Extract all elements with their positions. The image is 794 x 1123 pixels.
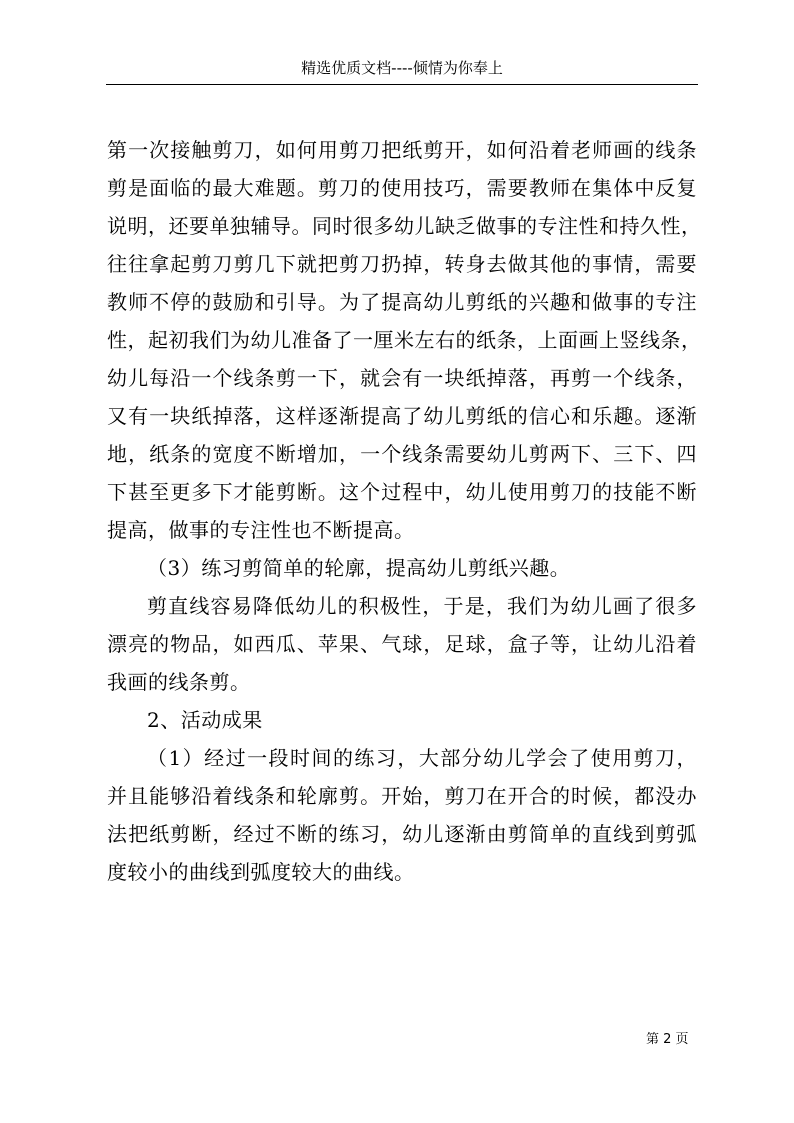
text-line: 第一次接触剪刀，如何用剪刀把纸剪开，如何沿着老师画的线条 bbox=[107, 138, 697, 162]
text-line: 法把纸剪断，经过不断的练习，幼儿逐渐由剪简单的直线到剪弧 bbox=[107, 822, 697, 846]
text-line: 剪是面临的最大难题。剪刀的使用技巧，需要教师在集体中反复 bbox=[107, 176, 697, 200]
text-line: 漂亮的物品，如西瓜、苹果、气球，足球，盒子等，让幼儿沿着 bbox=[107, 632, 697, 656]
body-text bbox=[107, 131, 702, 891]
page-number: 第 2 页 bbox=[646, 1032, 689, 1047]
text-line: 我画的线条剪。 bbox=[107, 670, 251, 694]
text-line: 下甚至更多下才能剪断。这个过程中，幼儿使用剪刀的技能不断 bbox=[107, 480, 697, 504]
text-line: 度较小的曲线到弧度较大的曲线。 bbox=[107, 860, 415, 884]
header-divider bbox=[106, 84, 698, 85]
text-line: 说明，还要单独辅导。同时很多幼儿缺乏做事的专注性和持久性， bbox=[107, 214, 702, 238]
text-line: 又有一块纸掉落，这样逐渐提高了幼儿剪纸的信心和乐趣。逐渐 bbox=[107, 404, 697, 428]
text-line: 往往拿起剪刀剪几下就把剪刀扔掉，转身去做其他的事情，需要 bbox=[107, 252, 697, 276]
text-line: 地，纸条的宽度不断增加，一个线条需要幼儿剪两下、三下、四 bbox=[107, 442, 697, 466]
text-line: （1）经过一段时间的练习，大部分幼儿学会了使用剪刀， bbox=[147, 746, 697, 770]
page-header: 精选优质文档----倾情为你奉上 bbox=[301, 59, 503, 77]
text-line: 并且能够沿着线条和轮廓剪。开始，剪刀在开合的时候，都没办 bbox=[107, 784, 697, 808]
text-line: 剪直线容易降低幼儿的积极性，于是，我们为幼儿画了很多 bbox=[147, 594, 697, 618]
section-heading: （3）练习剪简单的轮廓，提高幼儿剪纸兴趣。 bbox=[147, 556, 571, 580]
text-line: 教师不停的鼓励和引导。为了提高幼儿剪纸的兴趣和做事的专注 bbox=[107, 290, 697, 314]
section-heading: 2、活动成果 bbox=[147, 708, 263, 732]
text-line: 幼儿每沿一个线条剪一下，就会有一块纸掉落，再剪一个线条， bbox=[107, 366, 697, 390]
text-line: 性，起初我们为幼儿准备了一厘米左右的纸条，上面画上竖线条， bbox=[107, 328, 702, 352]
text-line: 提高，做事的专注性也不断提高。 bbox=[107, 518, 415, 542]
